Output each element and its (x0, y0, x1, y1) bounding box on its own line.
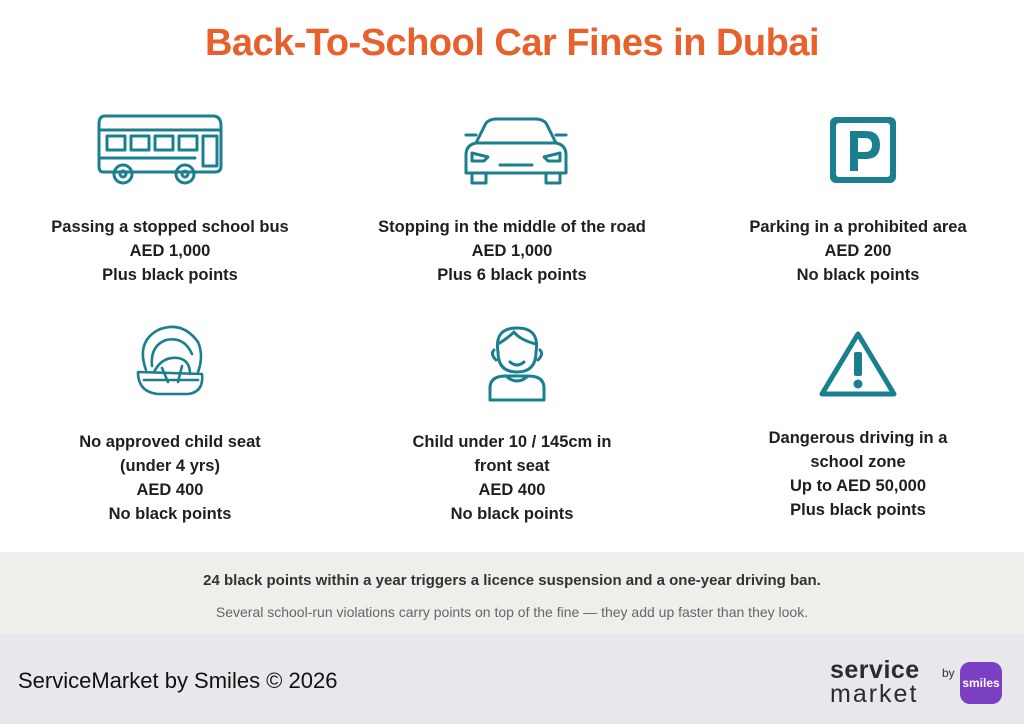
child-icon (484, 322, 550, 407)
fine-violation: No approved child seat (79, 433, 261, 451)
fine-violation-detail: front seat (474, 457, 550, 475)
fine-points: No black points (450, 505, 574, 523)
fine-points: Plus 6 black points (437, 266, 587, 284)
fine-points: Plus black points (102, 266, 238, 284)
fine-violation: Stopping in the middle of the road (378, 218, 646, 236)
logo-by: by (942, 666, 955, 680)
fine-violation-detail: (under 4 yrs) (120, 457, 220, 475)
fine-amount: AED 200 (824, 242, 892, 260)
bus-icon (95, 110, 227, 195)
fine-amount: AED 400 (136, 481, 204, 499)
logo-line-1: service (830, 656, 920, 684)
fine-points: No black points (108, 505, 232, 523)
fine-points: No black points (796, 266, 920, 284)
smiles-badge: smiles (960, 662, 1002, 704)
child-seat-icon (132, 322, 208, 405)
fine-amount: Up to AED 50,000 (789, 477, 926, 495)
note-main: 24 black points within a year triggers a licence suspension and a one-year driving ban. (203, 572, 821, 589)
fine-amount: AED 1,000 (129, 242, 211, 260)
logo-line-2: market (830, 680, 919, 708)
fine-violation-detail: school zone (810, 453, 906, 471)
fine-violation: Child under 10 / 145cm in (412, 433, 612, 451)
footer-copyright: ServiceMarket by Smiles © 2026 (18, 668, 338, 693)
fine-points: Plus black points (790, 501, 926, 519)
warning-icon (818, 328, 898, 405)
parking-icon (828, 115, 898, 190)
fine-amount: AED 1,000 (471, 242, 553, 260)
note-sub: Several school-run violations carry points on top of the fine — they add up faster than they look. (215, 604, 809, 620)
page-title: Back-To-School Car Fines in Dubai (204, 22, 820, 64)
car-icon (462, 115, 570, 194)
servicemarket-logo (826, 656, 1006, 712)
footer (0, 634, 1024, 724)
fine-violation: Dangerous driving in a (768, 429, 948, 447)
fine-amount: AED 400 (478, 481, 546, 499)
fine-violation: Passing a stopped school bus (51, 218, 289, 236)
fine-violation: Parking in a prohibited area (749, 218, 967, 236)
black-points-note (0, 552, 1024, 634)
